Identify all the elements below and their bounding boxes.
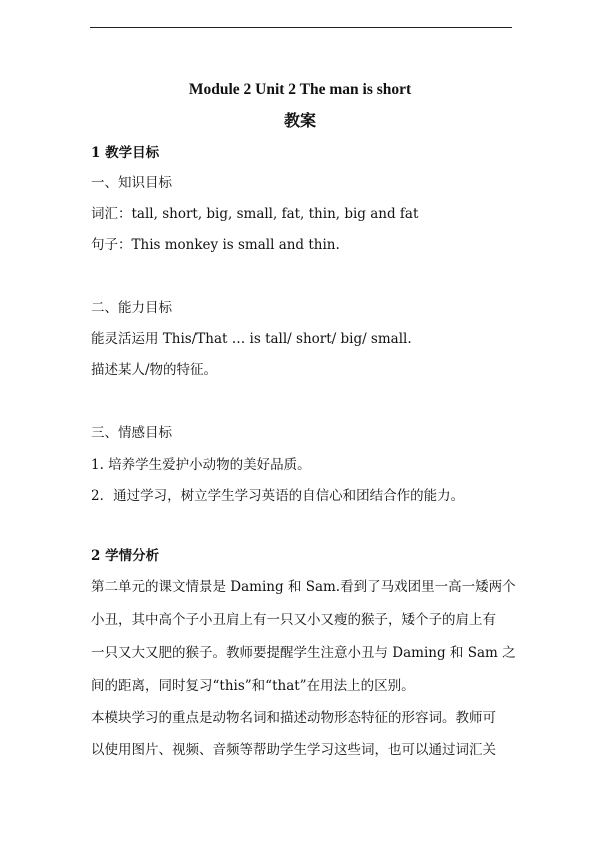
emotion-item-1: 1. 培养学生爱护小动物的美好品质。 [91,457,311,473]
vocabulary-line: 词汇：tall, short, big, small, fat, thin, big and fat [91,206,419,222]
section-heading-objectives: 1 教学目标 [91,145,160,161]
emotion-objective-heading: 三、情感目标 [91,425,172,441]
document-subtitle: 教案 [283,111,316,130]
analysis-para1-line: 第二单元的课文情景是 Daming 和 Sam.看到了马戏团里一高一矮两个 [91,579,516,595]
knowledge-objective-heading: 一、知识目标 [91,175,172,191]
emotion-item-2: 2．通过学习，树立学生学习英语的自信心和团结合作的能力。 [91,488,465,504]
analysis-para2-line: 本模块学习的重点是动物名词和描述动物形态特征的形容词。教师可 [91,710,496,726]
ability-line-2: 描述某人/物的特征。 [91,362,218,378]
ability-line-1: 能灵活运用 This/That … is tall/ short/ big/ small. [91,331,412,347]
analysis-para1-line: 小丑，其中高个子小丑肩上有一只又小又瘦的猴子，矮个子的肩上有 [91,612,496,628]
section-heading-analysis: 2 学情分析 [91,548,160,564]
analysis-para1-line: 一只又大又肥的猴子。教师要提醒学生注意小丑与 Daming 和 Sam 之 [91,645,516,661]
analysis-para1-line: 间的距离，同时复习“this”和“that”在用法上的区别。 [91,678,415,694]
sentence-line: 句子：This monkey is small and thin. [91,237,340,253]
analysis-para2-line: 以使用图片、视频、音频等帮助学生学习这些词，也可以通过词汇关 [91,742,496,758]
ability-objective-heading: 二、能力目标 [91,300,172,316]
header-rule [90,27,512,28]
document-title: Module 2 Unit 2 The man is short [188,81,412,98]
